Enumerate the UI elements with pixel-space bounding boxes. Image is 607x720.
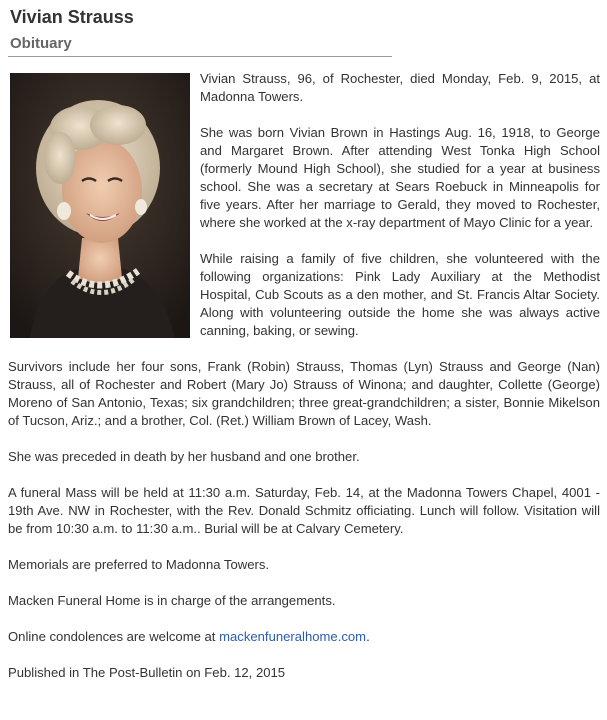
paragraph-funeral: A funeral Mass will be held at 11:30 a.m. Saturday, Feb. 14, at the Madonna Towers Chapel, 4001 - 19th Ave. NW in Rochester, with the Rev. Donald Schmitz officiating. Lunch will follow. Visitation will be from 10:30 a.m. to 11:30 a.m.. Burial will be at Calvary Cemetery.: [8, 485, 600, 536]
condolences-text: Online condolences are welcome at: [8, 629, 220, 644]
paragraph-funeral-home: Macken Funeral Home is in charge of the arrangements.: [8, 593, 336, 608]
page-title: Vivian Strauss: [10, 7, 134, 27]
paragraph-condolences: [8, 628, 600, 646]
paragraph-memorials: Memorials are preferred to Madonna Towers.: [8, 557, 270, 572]
paragraph-preceded: She was preceded in death by her husband and one brother.: [8, 449, 360, 464]
portrait-photo: [10, 73, 190, 338]
page-subtitle: Obituary: [10, 35, 72, 52]
paragraph-survivors: Survivors include her four sons, Frank (Robin) Strauss, Thomas (Lyn) Strauss and George (Nan) Strauss, all of Rochester and Robert (Mary Jo) Strauss of Winona; and daughter, Collette (George) Moreno of San Antonio, Texas; six grandchildren; three great-grandchildren; a sister, Bonnie Mikelson of Tucson, Ariz.; and a brother, Col. (Ret.) William Brown of Lacey, Wash.: [8, 359, 600, 428]
funeral-home-link[interactable]: mackenfuneralhome.com: [219, 629, 367, 644]
published-note: Published in The Post-Bulletin on Feb. 12, 2015: [8, 665, 286, 680]
header-divider: [8, 56, 392, 57]
paragraph-intro: Vivian Strauss, 96, of Rochester, died Monday, Feb. 9, 2015, at Madonna Towers.: [200, 71, 600, 104]
condolences-end: .: [366, 629, 370, 644]
paragraph-biography: She was born Vivian Brown in Hastings Aug. 16, 1918, to George and Margaret Brown. After attending West Tonka High School (formerly Mound High School), she studied for a year at business school. She was a secretary at Sears Roebuck in Minneapolis for five years. After her marriage to Gerald, they moved to Rochester, where she worked at the x-ray department of Mayo Clinic for a year.: [200, 125, 600, 230]
paragraph-volunteering: While raising a family of five children, she volunteered with the following organizations: Pink Lady Auxiliary at the Methodist Hospital, Cub Scouts as a den mother, and St. Francis Altar Society. Along with volunteering outside the home she was always active canning, baking, or sewing.: [200, 251, 600, 338]
portrait-photo-icon: [10, 73, 190, 338]
